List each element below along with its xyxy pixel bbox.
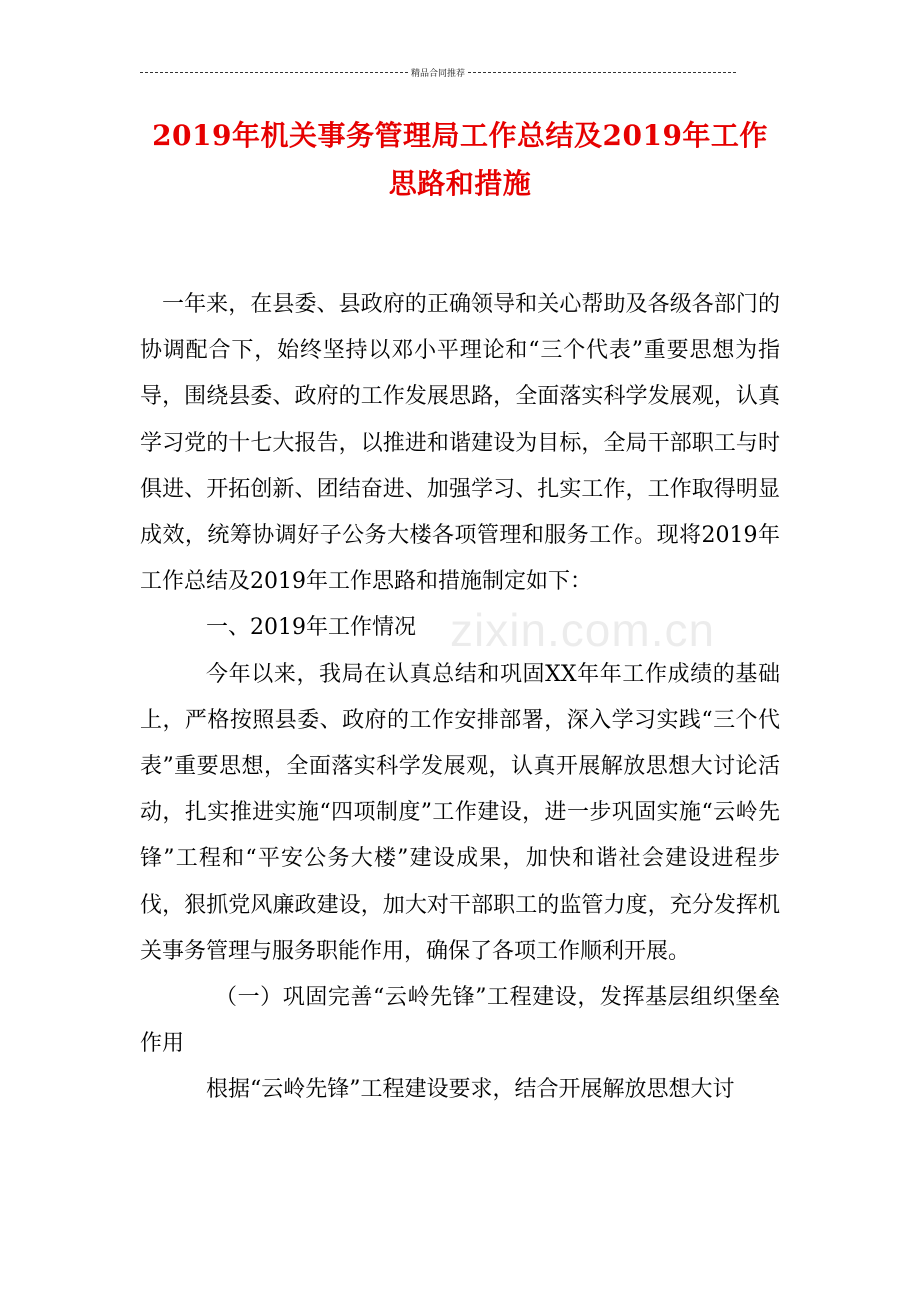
header-label: 精品合同推荐 (411, 68, 466, 78)
paragraph-subsection-1: 根据“云岭先锋”工程建设要求，结合开展解放思想大讨 (206, 1077, 735, 1103)
document-body (140, 282, 780, 1114)
watermark: zixin.com.cn (450, 604, 716, 656)
header-dashes-right (468, 72, 736, 73)
header-rule (140, 66, 736, 79)
paragraph-intro: 一年来，在县委、县政府的正确领导和关心帮助及各级各部门的协调配合下，始终坚持以邓小平理论和“三个代表”重要思想为指导，围绕县委、政府的工作发展思路，全面落实科学发展观，认真学习党的十七大报告，以推进和谐建设为目标，全局干部职工与时俱进、开拓创新、团结奋进、加强学习、扎实工作，工作取得明显成效，统筹协调好子公务大楼各项管理和服务工作。现将2019年工作总结及2019年工作思路和措施制定如下： (140, 292, 780, 595)
document-title: 2019年机关事务管理局工作总结及2019年工作思路和措施 (152, 119, 768, 200)
subsection-heading-1: （一）巩固完善“云岭先锋”工程建设，发挥基层组织堡垒作用 (140, 985, 780, 1057)
section-heading-1: 一、2019年工作情况 (206, 615, 416, 641)
paragraph-section-1: 今年以来，我局在认真总结和巩固XX年年工作成绩的基础上，严格按照县委、政府的工作安排部署，深入学习实践“三个代表”重要思想，全面落实科学发展观，认真开展解放思想大讨论活动，扎实推进实施“四项制度”工作建设，进一步巩固实施“云岭先锋”工程和“平安公务大楼”建设成果，加快和谐社会建设进程步伐，狠抓党风廉政建设，加大对干部职工的监管力度，充分发挥机关事务管理与服务职能作用，确保了各项工作顺利开展。 (140, 661, 780, 964)
header-dashes-left (140, 72, 408, 73)
